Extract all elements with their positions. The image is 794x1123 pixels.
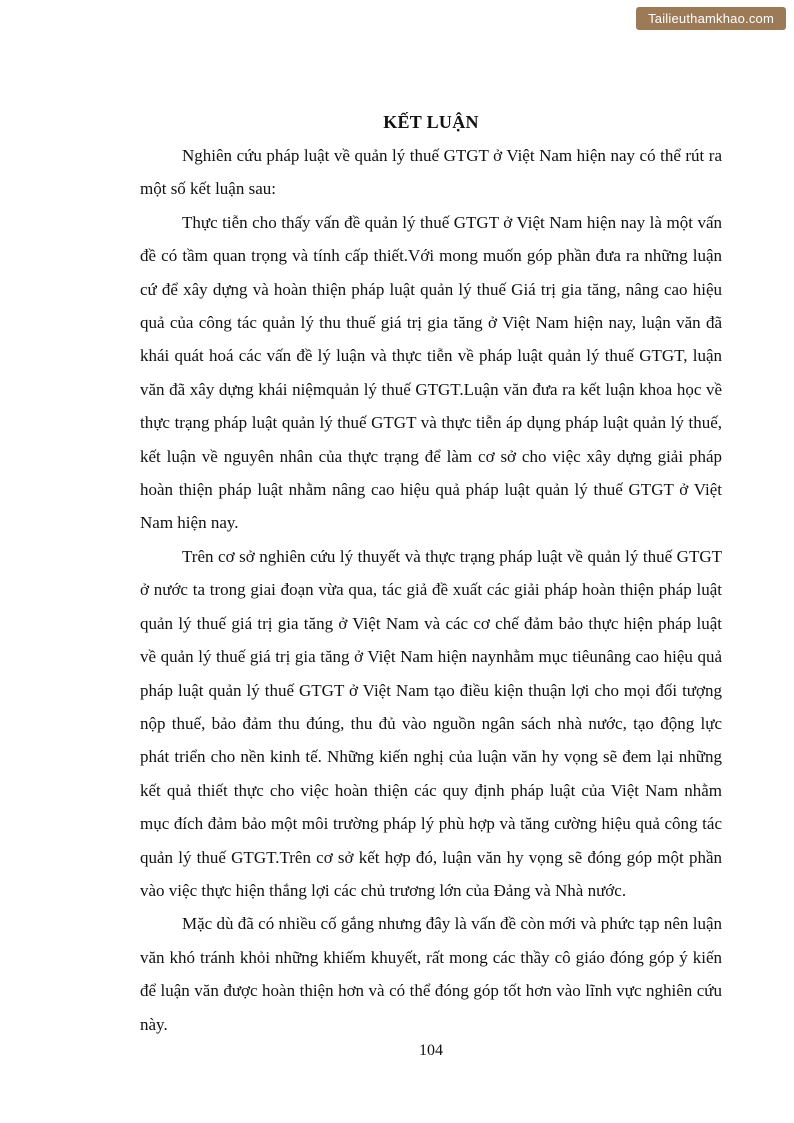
paragraph-body-1: Thực tiễn cho thấy vấn đề quản lý thuế GTGT ở Việt Nam hiện nay là một vấn đề có tầm quan trọng và tính cấp thiết.Với mong muốn góp phần đưa ra những luận cứ để xây dựng và hoàn thiện pháp luật quản lý thuế Giá trị gia tăng, nâng cao hiệu quả của công tác quản lý thu thuế giá trị gia tăng ở Việt Nam hiện nay, luận văn đã khái quát hoá các vấn đề lý luận và thực tiễn về pháp luật quản lý thuế GTGT, luận văn đã xây dựng khái niệmquản lý thuế GTGT.Luận văn đưa ra kết luận khoa học về thực trạng pháp luật quản lý thuế GTGT và thực tiễn áp dụng pháp luật quản lý thuế, kết luận về nguyên nhân của thực trạng để làm cơ sở cho việc xây dựng giải pháp hoàn thiện pháp luật nhằm nâng cao hiệu quả pháp luật quản lý thuế GTGT ở Việt Nam hiện nay. [140,212,722,533]
page-number: 104 [419,1042,443,1059]
paragraph-closing: Mặc dù đã có nhiều cố gắng nhưng đây là vấn đề còn mới và phức tạp nên luận văn khó tránh khỏi những khiếm khuyết, rất mong các thầy cô giáo đóng góp ý kiến để luận văn được hoàn thiện hơn và có thể đóng góp tốt hơn vào lĩnh vực nghiên cứu này. [140,914,722,1034]
paragraph-body-2: Trên cơ sở nghiên cứu lý thuyết và thực trạng pháp luật về quản lý thuế GTGT ở nước ta trong giai đoạn vừa qua, tác giả đề xuất các giải pháp hoàn thiện pháp luật quản lý thuế giá trị gia tăng ở Việt Nam và các cơ chế đảm bảo thực hiện pháp luật về quản lý thuế giá trị gia tăng ở Việt Nam hiện naynhằm mục tiêunâng cao hiệu quả pháp luật quản lý thuế GTGT ở Việt Nam tạo điều kiện thuận lợi cho mọi đối tượng nộp thuế, bảo đảm thu đúng, thu đủ vào nguồn ngân sách nhà nước, tạo động lực phát triển cho nền kinh tế. Những kiến nghị của luận văn hy vọng sẽ đem lại những kết quả thiết thực cho việc hoàn thiện các quy định pháp luật của Việt Nam nhằm mục đích đảm bảo một môi trường pháp lý phù hợp và tăng cường hiệu quả công tác quản lý thuế GTGT.Trên cơ sở kết hợp đó, luận văn hy vọng sẽ đóng góp một phần vào việc thực hiện thắng lợi các chủ trương lớn của Đảng và Nhà nước. [140,546,722,900]
paragraph-intro: Nghiên cứu pháp luật về quản lý thuế GTGT ở Việt Nam hiện nay có thể rút ra một số kết luận sau: [140,146,722,199]
document-content [140,112,722,1041]
watermark-banner: Tailieuthamkhao.com [636,7,786,30]
page-title: KẾT LUẬN [383,112,479,132]
